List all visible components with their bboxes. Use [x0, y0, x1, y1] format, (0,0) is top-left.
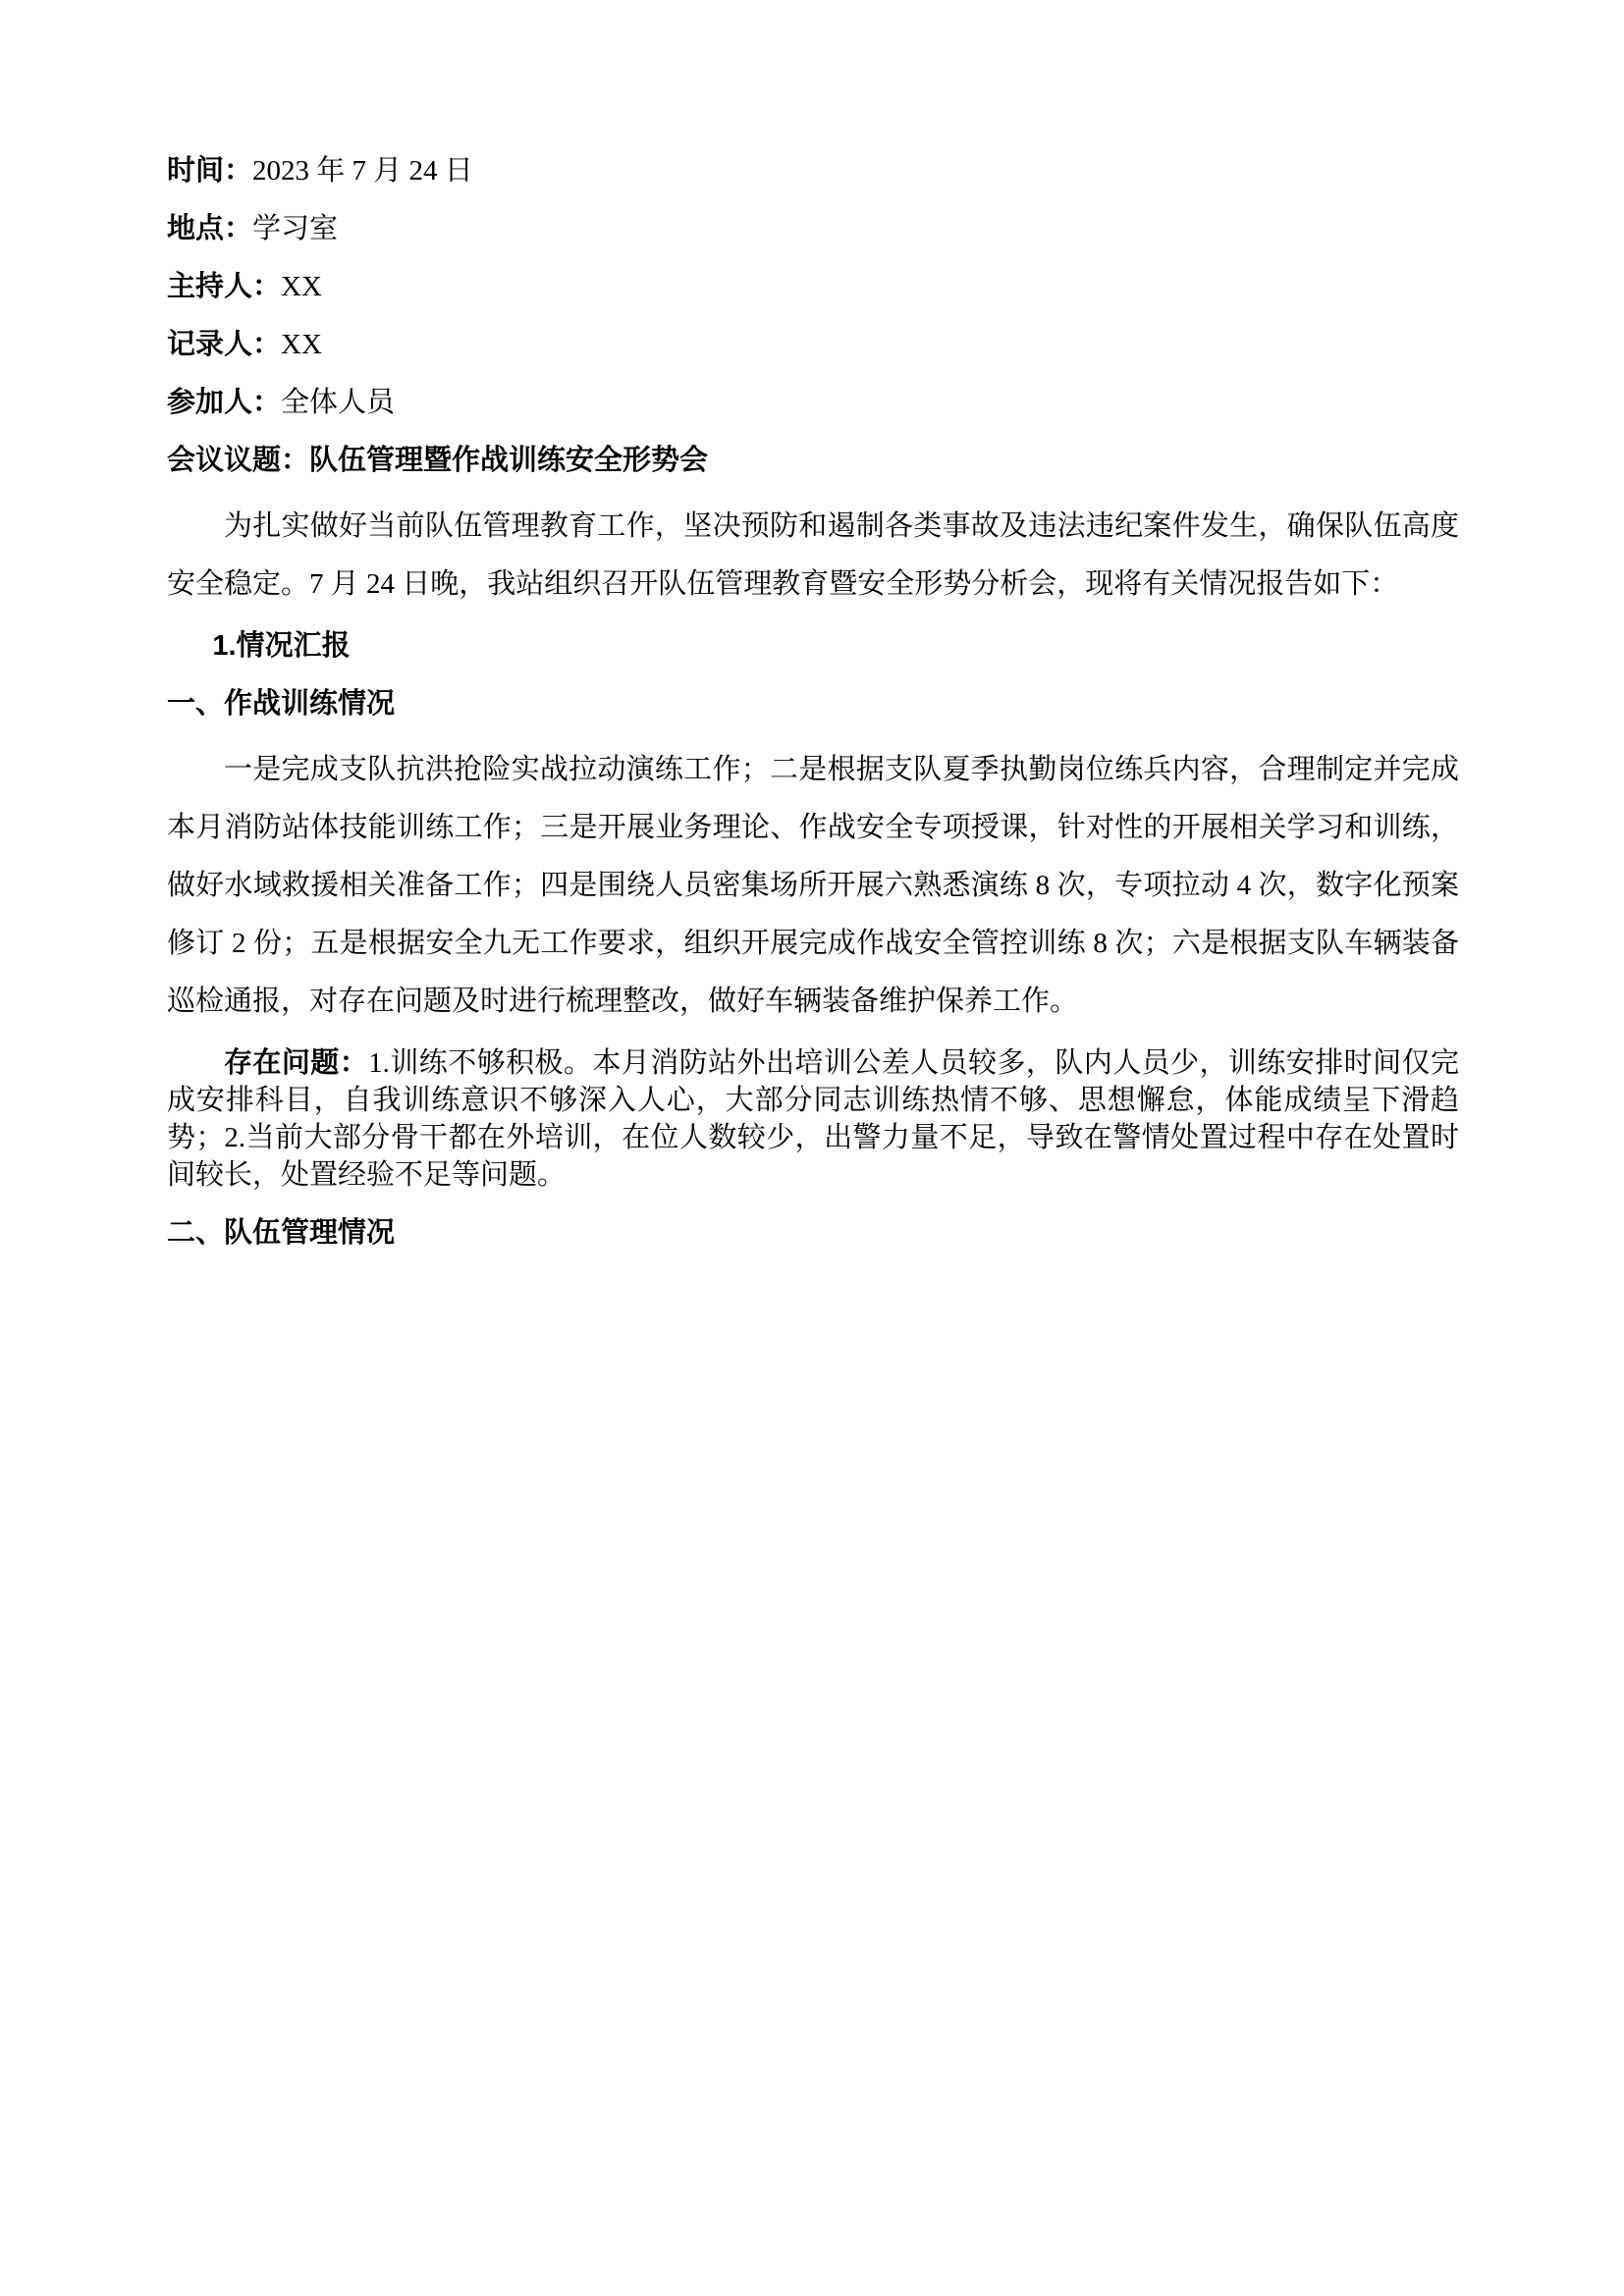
- combat-training-paragraph: 一是完成支队抗洪抢险实战拉动演练工作；二是根据支队夏季执勤岗位练兵内容，合理制定并完成本月消防站体技能训练工作；三是开展业务理论、作战安全专项授课，针对性的开展相关学习和训练，做好水域救援相关准备工作；四是围绕人员密集场所开展六熟悉演练 8 次，专项拉动 4 次，数字化预案修订 2 份；五是根据安全九无工作要求，组织开展完成作战安全管控训练 8 次；六是根据支队车辆装备巡检通报，对存在问题及时进行梳理整改，做好车辆装备维护保养工作。: [167, 754, 1459, 1017]
- meta-line-topic: [167, 432, 1459, 490]
- meta-line-recorder: [167, 316, 1459, 374]
- meta-value-topic: 队伍管理暨作战训练安全形势会: [309, 445, 709, 476]
- meta-line-host: [167, 258, 1459, 316]
- heading-team-management: 二、队伍管理情况: [167, 1217, 396, 1249]
- meta-label-recorder: 记录人：: [167, 329, 282, 360]
- meta-line-time: [167, 142, 1459, 200]
- problems-paragraph: [167, 1044, 1459, 1194]
- meta-line-attendees: [167, 374, 1459, 432]
- problems-text: 1.训练不够积极。本月消防站外出培训公差人员较多，队内人员少，训练安排时间仅完成安排科目，自我训练意识不够深入人心，大部分同志训练热情不够、思想懈怠，体能成绩呈下滑趋势；2.当前大部分骨干都在外培训，在位人数较少，出警力量不足，导致在警情处置过程中存在处置时间较长，处置经验不足等问题。: [167, 1047, 1459, 1191]
- meta-label-host: 主持人：: [167, 271, 282, 302]
- meta-value-location: 学习室: [252, 213, 339, 244]
- meta-value-host: XX: [281, 271, 322, 302]
- meta-label-attendees: 参加人：: [167, 387, 282, 418]
- intro-paragraph: 为扎实做好当前队伍管理教育工作，坚决预防和遏制各类事故及违法违纪案件发生，确保队伍高度安全稳定。7 月 24 日晚，我站组织召开队伍管理教育暨安全形势分析会，现将有关情况报告如下：: [167, 510, 1459, 600]
- section-title-situation-report: 1.情况汇报: [212, 630, 351, 662]
- problems-label: 存在问题：: [224, 1047, 369, 1079]
- heading-combat-training: 一、作战训练情况: [167, 688, 396, 720]
- meeting-meta-block: [167, 142, 1459, 490]
- meta-value-attendees: 全体人员: [281, 387, 396, 418]
- meta-line-location: [167, 200, 1459, 258]
- meta-label-location: 地点：: [167, 213, 253, 244]
- meta-value-time: 2023 年 7 月 24 日: [252, 155, 473, 187]
- meta-label-time: 时间：: [167, 155, 253, 187]
- meta-value-recorder: XX: [281, 329, 322, 360]
- meta-label-topic: 会议议题：: [167, 445, 310, 476]
